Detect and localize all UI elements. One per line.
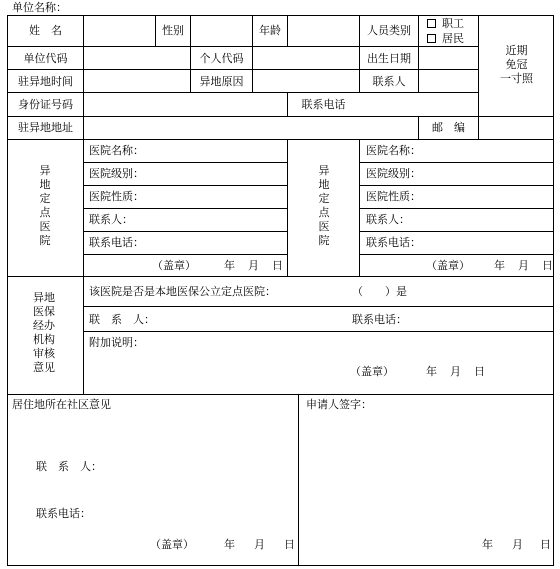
- agency-question-label: 该医院是否是本地医保公立定点医院：: [89, 285, 276, 298]
- agency-month-label: 月: [450, 365, 461, 378]
- agency-side-label: 异地 医保 经办 机构 审核 意见: [33, 291, 55, 374]
- hospital-1-contact-label: 联系人：: [89, 213, 133, 226]
- agency-contact-label: 联 系 人：: [89, 313, 155, 326]
- applicant-signature-label: 申请人签字：: [306, 398, 372, 411]
- community-day-label: 日: [284, 538, 295, 551]
- agency-year-label: 年: [426, 365, 437, 378]
- hospital-1-name-label: 医院名称：: [89, 144, 144, 157]
- hospital-2-day-label: 日: [542, 259, 553, 272]
- unit-code-label: 单位代码: [23, 52, 68, 65]
- resident-checkbox[interactable]: [427, 34, 436, 43]
- hospital-2-level-label: 医院级别：: [366, 167, 421, 180]
- agency-day-label: 日: [474, 365, 485, 378]
- phone-label: 联系电话: [301, 98, 346, 111]
- stay-time-label: 驻异地时间: [18, 75, 73, 88]
- community-title: 居住地所在社区意见: [12, 398, 111, 411]
- community-year-label: 年: [224, 538, 235, 551]
- agency-phone-label: 联系电话：: [352, 313, 407, 326]
- name-label: 姓 名: [29, 24, 62, 37]
- applicant-day-label: 日: [540, 538, 551, 551]
- community-seal-label: （盖章）: [150, 538, 194, 551]
- gender-label: 性别: [162, 24, 184, 37]
- hospital-2-month-label: 月: [518, 259, 529, 272]
- hospital-1-day-label: 日: [272, 259, 283, 272]
- age-label: 年龄: [259, 24, 281, 37]
- birth-date-label: 出生日期: [367, 52, 411, 65]
- hospital-2-year-label: 年: [494, 259, 505, 272]
- hospital-1-year-label: 年: [224, 259, 235, 272]
- hospital-2-nature-label: 医院性质：: [366, 190, 421, 203]
- person-type-label: 人员类别: [367, 24, 411, 37]
- agency-answer-label: （ ）是: [352, 285, 407, 298]
- hospital-side-label-2: 异 地 定 点 医 院: [318, 164, 330, 247]
- hospital-2-name-label: 医院名称：: [366, 144, 421, 157]
- hospital-side-label-1: 异 地 定 点 医 院: [39, 164, 51, 247]
- resident-option-label: 居民: [442, 32, 464, 45]
- address-label: 驻异地地址: [18, 121, 73, 134]
- hospital-1-level-label: 医院级别：: [89, 167, 144, 180]
- id-number-label: 身份证号码: [18, 98, 73, 111]
- contact-person-label: 联系人: [372, 75, 406, 88]
- agency-notes-label: 附加说明：: [89, 336, 144, 349]
- postcode-label: 邮 编: [432, 121, 465, 134]
- applicant-year-label: 年: [482, 538, 493, 551]
- hospital-1-seal-label: （盖章）: [152, 259, 196, 272]
- agency-seal-label: （盖章）: [350, 365, 394, 378]
- hospital-1-month-label: 月: [248, 259, 259, 272]
- worker-checkbox[interactable]: [427, 19, 436, 28]
- hospital-2-seal-label: （盖章）: [426, 259, 470, 272]
- applicant-month-label: 月: [512, 538, 523, 551]
- community-month-label: 月: [254, 538, 265, 551]
- unit-name-label: 单位名称：: [12, 1, 67, 14]
- photo-placeholder-label: 近期 免冠 一寸照: [500, 44, 533, 85]
- hospital-1-nature-label: 医院性质：: [89, 190, 144, 203]
- community-contact-label: 联 系 人：: [36, 460, 102, 473]
- stay-reason-label: 异地原因: [199, 75, 244, 88]
- hospital-2-phone-label: 联系电话：: [366, 236, 421, 249]
- personal-code-label: 个人代码: [199, 52, 244, 65]
- community-phone-label: 联系电话：: [36, 507, 91, 520]
- worker-option-label: 职工: [442, 17, 464, 30]
- hospital-1-phone-label: 联系电话：: [89, 236, 144, 249]
- hospital-2-contact-label: 联系人：: [366, 213, 410, 226]
